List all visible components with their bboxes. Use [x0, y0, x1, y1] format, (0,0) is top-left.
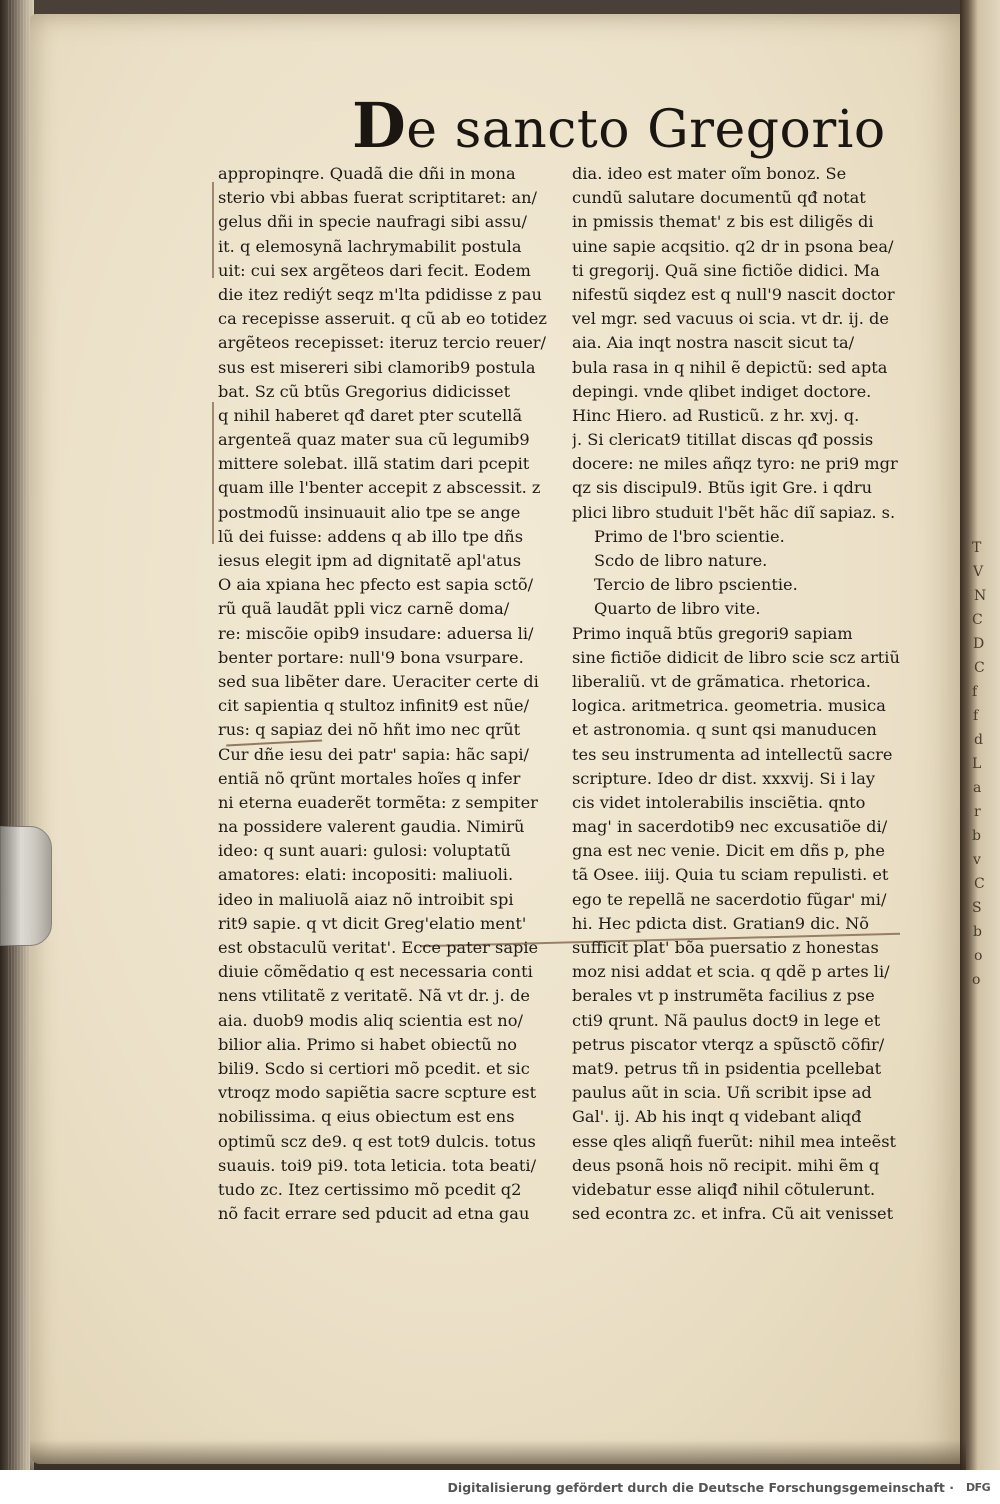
text-line: nifestũ siqdez est q null'9 nascit doctor [572, 284, 895, 304]
text-line: uit: cui sex argẽteos dari fecit. Eodem [218, 260, 531, 280]
text-line: mat9. petrus tñ in psidentia pcellebat [572, 1058, 882, 1078]
text-line: Tercio de libro pscientie. [594, 575, 798, 595]
text-line: docere: ne miles añqz tyro: ne pri9 mgr [572, 454, 898, 474]
text-line: bilior alia. Primo si habet obiectũ no [218, 1034, 517, 1054]
text-line: paulus aũt in scia. Uñ scribit ipse ad [572, 1083, 872, 1103]
text-line: j. Si clericat9 titillat discas qđ possis [572, 430, 874, 450]
text-line: petrus piscator vterqz a spũsctõ cõfir/ [572, 1034, 885, 1054]
text-line: Quarto de libro vite. [594, 599, 761, 619]
text-line: depingi. vnde qlibet indiget doctore. [572, 381, 872, 401]
text-line: ca recepisse asseruit. q cũ ab eo totidez [218, 309, 547, 329]
text-line: dia. ideo est mater oĩm bonoz. Se [572, 164, 847, 183]
text-line: it. q elemosynã lachrymabilit postula [218, 236, 522, 256]
text-line: sterio vbi abbas fuerat scriptitaret: an/ [218, 188, 537, 208]
dfg-logo-text: DFG [966, 1481, 991, 1494]
text-line: aia. Aia inqt nostra nascit sicut ta/ [572, 333, 855, 353]
text-line: esse qles aliqñ fuerũt: nihil mea inteẽst [572, 1131, 897, 1151]
text-line: tudo zc. Itez certissimo mõ pcedit q2 [218, 1179, 522, 1199]
gutter-letter: f [973, 708, 979, 724]
text-line: O aia xpiana hec pfecto est sapia sctõ/ [218, 575, 534, 595]
text-line: entiã nõ qrũnt mortales hoĩes q infer [218, 768, 521, 788]
gutter-letter: o [972, 972, 981, 988]
text-line: benter portare: null'9 bona vsurpare. [218, 647, 524, 667]
heading-text: e sancto Gregorio [406, 100, 886, 160]
text-line: ego te repellã ne sacerdotio fũgar' mi/ [572, 889, 887, 909]
text-line: Primo inquã btũs gregori9 sapiam [572, 623, 853, 643]
text-line: amatores: elati: incopositi: maliuoli. [218, 865, 514, 885]
gutter-letter: a [973, 780, 982, 796]
text-line: mittere solebat. illã statim dari pcepit [218, 454, 530, 474]
text-line: gna est nec venie. Dicit em dñs p, phe [572, 841, 885, 861]
text-line: hi. Hec pdicta dist. Gratian9 dic. Nõ [572, 913, 870, 933]
text-line: suauis. toi9 pi9. tota leticia. tota beati/ [218, 1155, 537, 1175]
text-line: plici libro studuit l'bẽt hãc diĩ sapiaz. s. [572, 502, 896, 522]
text-line: berales vt p instrumẽta facilius z pse [572, 986, 875, 1006]
heading-initial: D [352, 89, 407, 162]
gutter-letter: r [974, 804, 981, 820]
text-line: et astronomia. q sunt qsi manuducen [572, 720, 877, 740]
gutter-letter: V [973, 564, 984, 580]
text-line: cit sapientia q stultoz infinit9 est nũe/ [218, 696, 530, 716]
gutter-letter: T [972, 540, 982, 556]
text-line: ideo in maliuolã aiaz nõ introibit spi [218, 889, 514, 909]
text-line: q nihil haberet qđ daret pter scutellã [218, 405, 523, 425]
text-line: Hinc Hiero. ad Rusticũ. z hr. xvj. q. [572, 405, 860, 425]
text-line: rũ quã laudãt ppli vicz carnẽ doma/ [218, 599, 510, 619]
page-bottom-shadow [30, 1440, 966, 1470]
text-line: ideo: q sunt auari: gulosi: voluptatũ [218, 841, 511, 861]
text-line: optimũ scz de9. q est tot9 dulcis. totus [218, 1131, 536, 1151]
gutter-letter: v [973, 852, 981, 868]
text-line: ti gregorij. Quã sine fictiõe didici. Ma [572, 260, 880, 280]
text-line: bili9. Scdo si certiori mõ pcedit. et sic [218, 1058, 530, 1078]
text-line: videbatur esse aliqđ nihil cõtulerunt. [572, 1179, 876, 1199]
gutter-letter: L [972, 756, 982, 772]
text-line: sus est misereri sibi clamorib9 postula [218, 357, 536, 377]
gutter-letter: C [974, 660, 985, 676]
text-line: nens vtilitatẽ z veritatẽ. Nã vt dr. j. de [218, 986, 530, 1006]
text-line: argẽteos recepisset: iteruz tercio reuer/ [218, 333, 546, 353]
text-line: in pmissis themat' z bis est diligẽs di [572, 212, 874, 232]
page-clip [0, 826, 52, 946]
text-line: na possidere valerent gaudia. Nimirũ [218, 817, 525, 837]
text-line: gelus dñi in specie naufragi sibi assu/ [218, 212, 527, 232]
page-heading [352, 89, 886, 162]
text-line: bula rasa in q nihil ẽ depictũ: sed apta [572, 357, 888, 377]
left-text-column [218, 162, 570, 1224]
dfg-logo [966, 1481, 994, 1495]
text-line: cundũ salutare documentũ qđ notat [572, 188, 866, 208]
gutter-letter: C [972, 612, 983, 628]
text-line: aia. duob9 modis aliq scientia est no/ [218, 1010, 523, 1030]
text-line: rit9 sapie. q vt dicit Greg'elatio ment' [218, 913, 527, 933]
text-line: re: miscõie opib9 insudare: aduersa li/ [218, 623, 534, 643]
text-line: cti9 qrunt. Nã paulus doct9 in lege et [572, 1010, 881, 1030]
text-line: iesus elegit ipm ad dignitatẽ apl'atus [218, 551, 522, 570]
text-line: rus: q sapiaz dei nõ hñt imo nec qrũt [218, 720, 521, 740]
text-line: lũ dei fuisse: addens q ab illo tpe dñs [218, 526, 524, 546]
gutter-letter: S [972, 900, 982, 916]
text-line: logica. aritmetrica. geometria. musica [572, 696, 886, 716]
text-line: vtroqz modo sapiẽtia sacre scpture est [218, 1083, 537, 1103]
text-line: sed econtra zc. et infra. Cũ ait venisset [572, 1204, 894, 1224]
right-text-column [572, 162, 924, 1224]
text-line: Cur dñe iesu dei patr' sapia: hãc sapi/ [218, 744, 529, 764]
gutter-letter: b [973, 924, 982, 940]
text-line: cis videt intolerabilis insciẽtia. qnto [572, 792, 866, 812]
gutter-letter: d [974, 732, 983, 748]
gutter-letter: D [973, 636, 985, 652]
gutter-letter: o [974, 948, 983, 964]
text-line: liberaliũ. vt de grãmatica. rhetorica. [572, 671, 871, 691]
text-line: sed sua libẽter dare. Ueraciter certe di [218, 671, 539, 691]
text-line: nõ facit errare sed pducit ad etna gau [218, 1204, 530, 1224]
text-line: die itez rediýt seqz m'lta pdidisse z pau [218, 284, 542, 304]
text-line: bat. Sz cũ btũs Gregorius didicisset [218, 381, 511, 401]
text-line: appropinqre. Quadã die dñi in mona [218, 164, 516, 183]
text-line: nobilissima. q eius obiectum est ens [218, 1107, 515, 1127]
text-line: sufficit plat' bõa puersatio z honestas [572, 938, 879, 957]
text-line: Gal'. ij. Ab his inqt q videbant aliqđ [572, 1107, 862, 1127]
gutter-letter: f [972, 684, 978, 700]
text-line: mag' in sacerdotib9 nec excusatiõe di/ [572, 817, 888, 837]
text-line: deus psonã hois nõ recipit. mihi ẽm q [572, 1155, 880, 1175]
text-line: Scdo de libro nature. [594, 551, 768, 570]
text-line: tes seu instrumenta ad intellectũ sacre [572, 744, 893, 764]
gutter-letter: b [972, 828, 981, 844]
text-line: uine sapie acqsitio. q2 dr in psona bea/ [572, 236, 894, 256]
text-line: vel mgr. sed vacuus oi scia. vt dr. ij. de [572, 309, 889, 329]
text-line: Primo de l'bro scientie. [594, 526, 785, 546]
text-line: tã Osee. iiij. Quia tu sciam repulisti. et [572, 865, 889, 885]
text-line: quam ille l'benter accepit z abscessit. z [218, 478, 541, 498]
text-line: scripture. Ideo dr dist. xxxvij. Si i lay [572, 768, 876, 788]
text-line: postmodũ insinuauit alio tpe se ange [218, 502, 521, 522]
footer-credit: Digitalisierung gefördert durch die Deutsche Forschungsgemeinschaft · [447, 1480, 954, 1495]
text-line: ni eterna euaderẽt tormẽta: z sempiter [218, 792, 538, 812]
book-page-stack [0, 0, 34, 1470]
text-line: diuie cõmẽdatio q est necessaria conti [218, 962, 533, 982]
gutter-letter: N [974, 588, 987, 604]
gutter-letter: C [974, 876, 985, 892]
text-line: qz sis discipul9. Btũs igit Gre. i qdru [572, 478, 873, 498]
text-line: moz nisi addat et scia. q qdẽ p artes li/ [572, 962, 890, 982]
text-line: sine fictiõe didicit de libro scie scz artiũ [572, 647, 900, 667]
text-line: argenteã quaz mater sua cũ legumib9 [218, 430, 530, 450]
text-line: est obstaculũ veritat'. Ecce pater sapie [218, 938, 539, 957]
